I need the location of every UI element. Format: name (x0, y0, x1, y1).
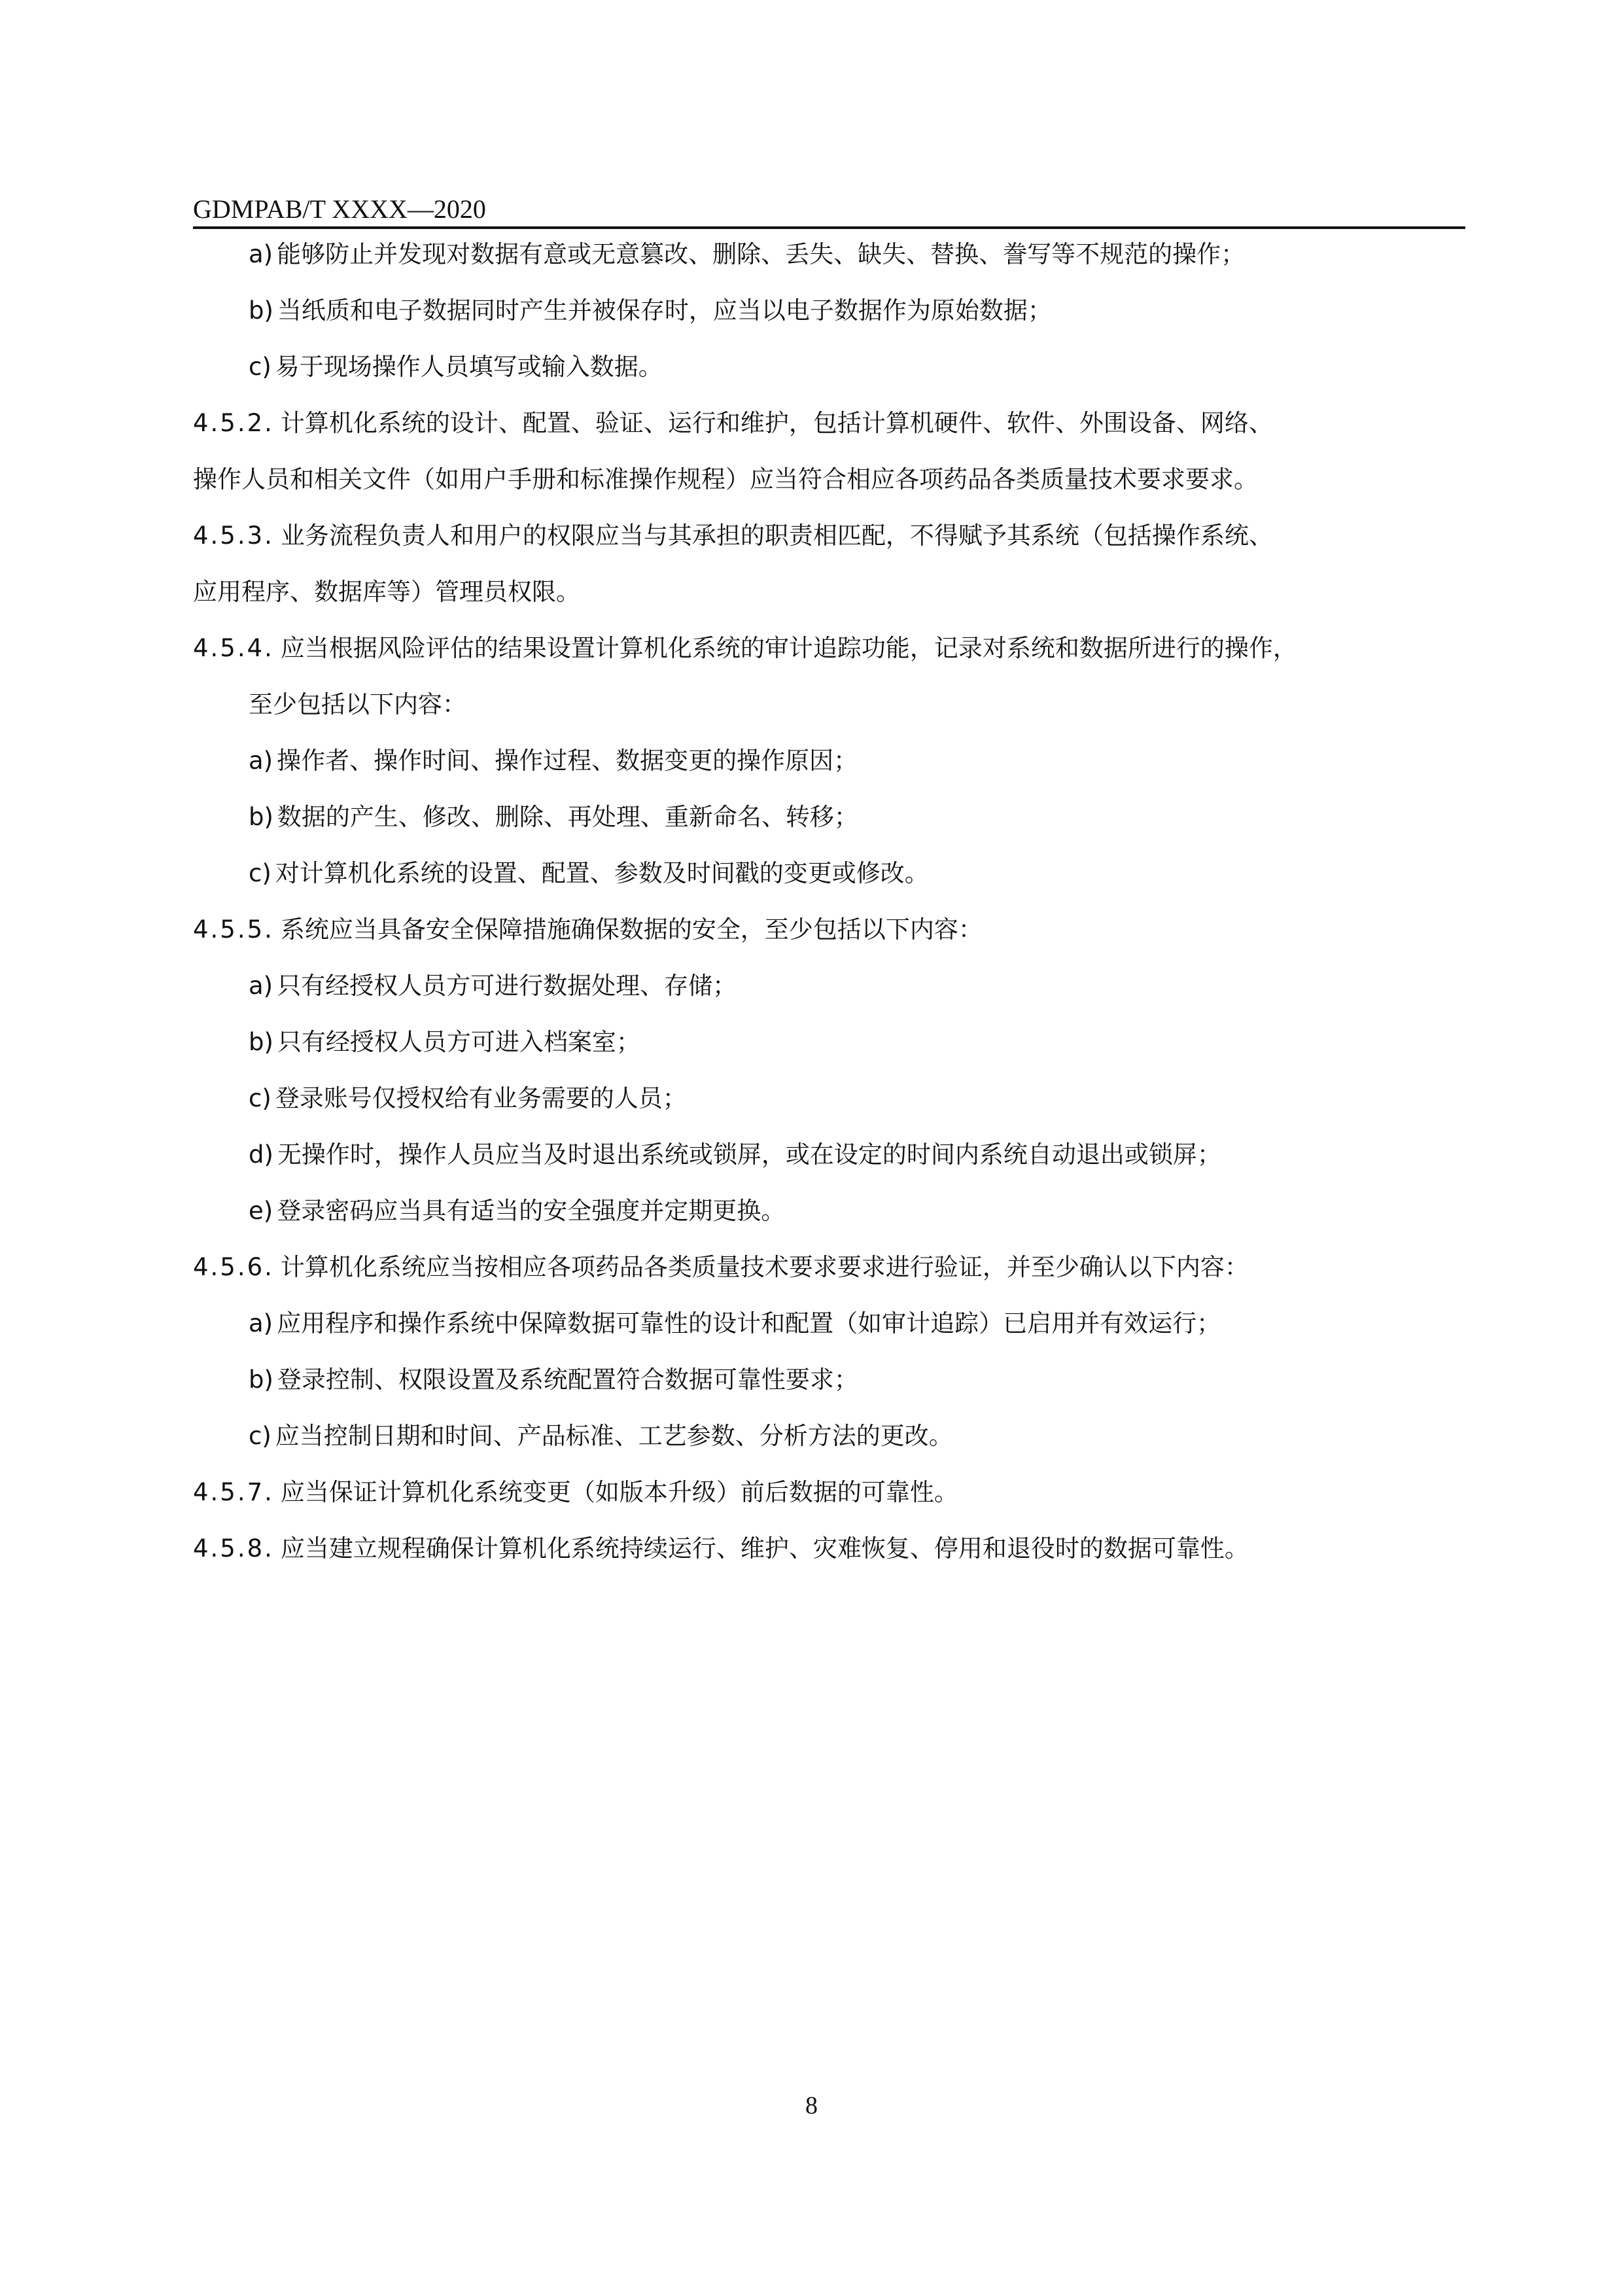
line-text: 无操作时，操作人员应当及时退出系统或锁屏，或在设定的时间内系统自动退出或锁屏； (277, 1140, 1221, 1169)
list-item-marker: c) (249, 1084, 271, 1112)
list-item-marker: c) (249, 353, 271, 381)
list-item-marker: b) (249, 803, 273, 831)
list-item (193, 958, 1465, 1014)
document-body (193, 226, 1465, 1577)
list-item (193, 1183, 1465, 1239)
line-text: 当纸质和电子数据同时产生并被保存时，应当以电子数据作为原始数据； (277, 296, 1052, 325)
clause-line (193, 620, 1465, 677)
list-item (193, 1352, 1465, 1408)
clause-continuation (193, 677, 1465, 733)
clause-number: 4.5.2. (193, 409, 274, 437)
line-text: 只有经授权人员方可进入档案室； (277, 1028, 640, 1056)
line-text: 应用程序、数据库等）管理员权限。 (193, 578, 580, 606)
line-text: 能够防止并发现对数据有意或无意篡改、删除、丢失、缺失、替换、誊写等不规范的操作； (277, 240, 1246, 268)
list-item-marker: b) (249, 1028, 273, 1056)
clause-line (193, 1521, 1465, 1577)
line-text: 应当根据风险评估的结果设置计算机化系统的审计追踪功能，记录对系统和数据所进行的操作， (280, 634, 1297, 662)
list-item-marker: c) (249, 1422, 271, 1450)
line-text: 应用程序和操作系统中保障数据可靠性的设计和配置（如审计追踪）已启用并有效运行； (277, 1309, 1221, 1337)
clause-number: 4.5.3. (193, 521, 274, 550)
line-text: 计算机化系统应当按相应各项药品各类质量技术要求要求进行验证，并至少确认以下内容： (280, 1253, 1249, 1281)
line-text: 应当建立规程确保计算机化系统持续运行、维护、灾难恢复、停用和退役时的数据可靠性。 (280, 1534, 1249, 1563)
line-text: 登录账号仅授权给有业务需要的人员； (275, 1084, 687, 1112)
line-text: 操作者、操作时间、操作过程、数据变更的操作原因； (277, 747, 858, 775)
line-text: 至少包括以下内容： (249, 690, 466, 718)
clause-number: 4.5.8. (193, 1534, 274, 1563)
page-header (193, 191, 1465, 229)
list-item-marker: a) (249, 1309, 273, 1337)
list-item (193, 845, 1465, 902)
clause-line (193, 395, 1465, 451)
list-item-marker: a) (249, 972, 273, 1000)
line-text: 数据的产生、修改、删除、再处理、重新命名、转移； (277, 803, 858, 831)
list-item (193, 789, 1465, 845)
list-item-marker: a) (249, 747, 273, 775)
list-item (193, 1070, 1465, 1127)
clause-number: 4.5.5. (193, 915, 274, 944)
list-item (193, 283, 1465, 339)
clause-number: 4.5.4. (193, 634, 274, 662)
list-item (193, 226, 1465, 283)
clause-line (193, 902, 1465, 958)
document-code: GDMPAB/T XXXX—2020 (193, 194, 486, 224)
list-item (193, 733, 1465, 789)
page-number: 8 (805, 2092, 818, 2119)
clause-line (193, 508, 1465, 564)
line-text: 应当保证计算机化系统变更（如版本升级）前后数据的可靠性。 (280, 1478, 958, 1506)
clause-number: 4.5.7. (193, 1478, 274, 1506)
clause-line (193, 1239, 1465, 1296)
list-item-marker: c) (249, 859, 271, 887)
list-item-marker: b) (249, 296, 273, 325)
line-text: 易于现场操作人员填写或输入数据。 (275, 353, 663, 381)
line-text: 应当控制日期和时间、产品标准、工艺参数、分析方法的更改。 (275, 1422, 953, 1450)
line-text: 操作人员和相关文件（如用户手册和标准操作规程）应当符合相应各项药品各类质量技术要求要求。 (193, 465, 1258, 493)
clause-continuation (193, 564, 1465, 620)
clause-continuation (193, 451, 1465, 508)
list-item-marker: a) (249, 240, 273, 268)
list-item-marker: b) (249, 1366, 273, 1394)
line-text: 计算机化系统的设计、配置、验证、运行和维护，包括计算机硬件、软件、外围设备、网络、 (280, 409, 1273, 437)
list-item (193, 1127, 1465, 1183)
line-text: 登录控制、权限设置及系统配置符合数据可靠性要求； (277, 1366, 858, 1394)
list-item (193, 1408, 1465, 1464)
clause-line (193, 1464, 1465, 1521)
line-text: 只有经授权人员方可进行数据处理、存储； (277, 972, 737, 1000)
list-item (193, 1296, 1465, 1352)
clause-number: 4.5.6. (193, 1253, 274, 1281)
list-item-marker: d) (249, 1140, 273, 1169)
list-item (193, 339, 1465, 395)
list-item-marker: e) (249, 1197, 273, 1225)
list-item (193, 1014, 1465, 1070)
line-text: 业务流程负责人和用户的权限应当与其承担的职责相匹配，不得赋予其系统（包括操作系统、 (280, 521, 1273, 550)
line-text: 登录密码应当具有适当的安全强度并定期更换。 (277, 1197, 786, 1225)
line-text: 对计算机化系统的设置、配置、参数及时间戳的变更或修改。 (275, 859, 929, 887)
line-text: 系统应当具备安全保障措施确保数据的安全，至少包括以下内容： (280, 915, 983, 944)
